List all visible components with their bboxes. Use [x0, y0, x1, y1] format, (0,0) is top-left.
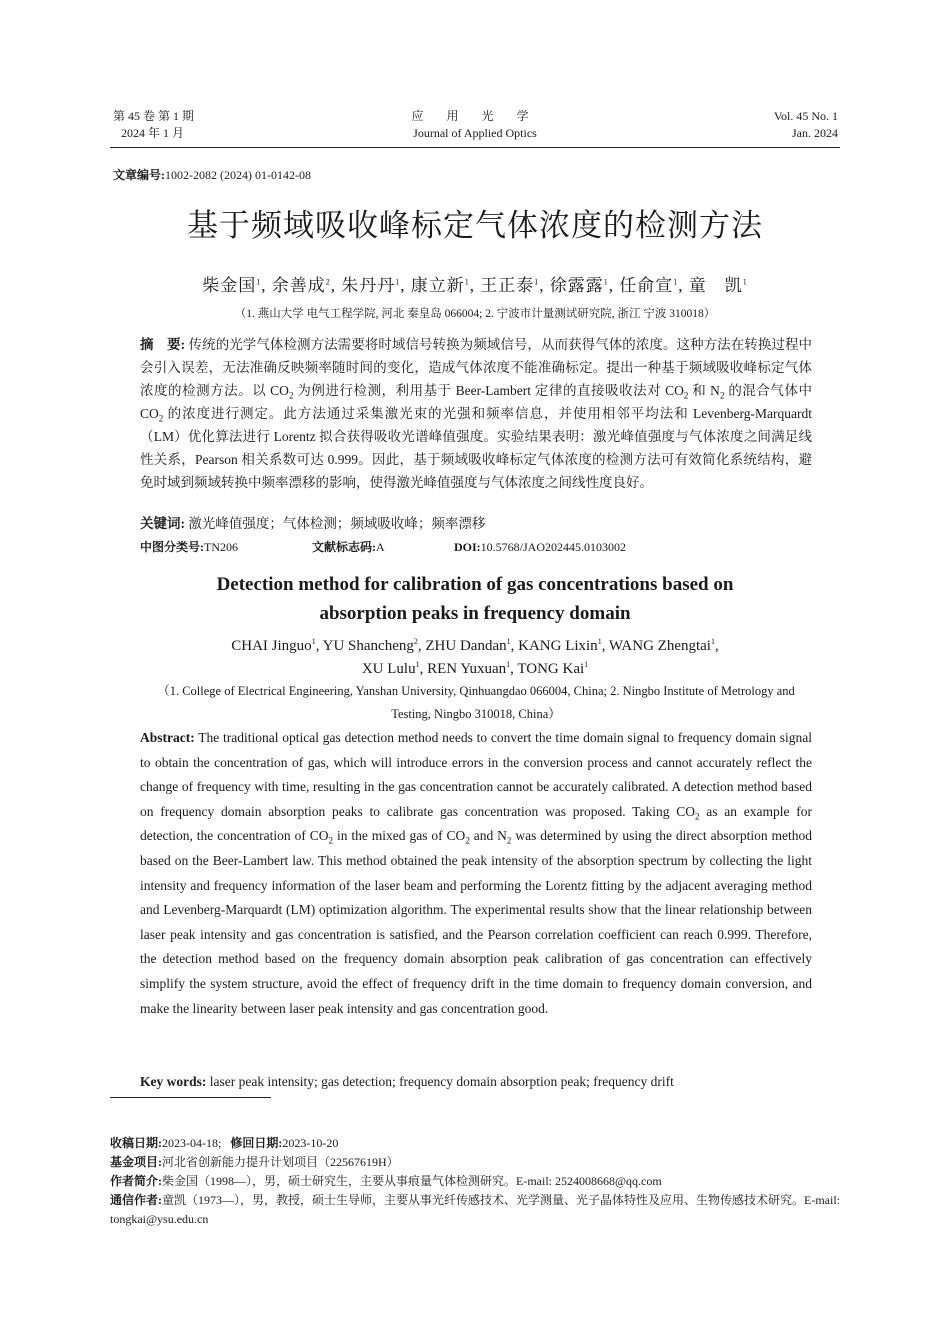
keywords-cn: [140, 512, 812, 532]
author-cn: 任俞宣$^1$: [619, 276, 679, 295]
header-volume-en: [774, 108, 838, 142]
keywords-en: [140, 1074, 812, 1090]
abstract-en-label: Abstract:: [140, 730, 195, 745]
author-en: CHAI Jinguo$^1$: [231, 637, 316, 654]
footnote-rule: [110, 1097, 271, 1098]
author-cn: 朱丹丹$^1$: [341, 276, 401, 295]
author-en: WANG Zhengtai$^1$: [608, 637, 715, 654]
author-cn: 康立新$^1$: [410, 276, 470, 295]
journal-name-cn: 应 用 光 学: [411, 109, 539, 123]
revised-date: 2023-10-20: [282, 1136, 339, 1150]
footnote-fund: 基金项目:河北省创新能力提升计划项目（22567619H）: [110, 1155, 399, 1169]
footnote-corresponding: 通信作者:童凯（1973—），男，教授，硕士生导师，主要从事光纤传感技术、光学测量、光子晶体特性及应用、生物传感技术研究。E-mail: tongkai@ysu.edu.cn: [110, 1193, 840, 1226]
doc-number-value: 1002-2082 (2024) 01-0142-08: [165, 168, 311, 182]
classification-line: 中图分类号:TN206 文献标志码:A DOI:10.5768/JAO202445.0103002: [140, 540, 627, 554]
author-en: TONG Kai$^1$: [517, 660, 589, 677]
doc-number-label: 文章编号:: [113, 168, 165, 182]
author-en: REN Yuxuan$^1$: [427, 660, 511, 677]
author-en: XU Lulu$^1$: [361, 660, 420, 677]
header-rule: [110, 147, 840, 148]
author-en: YU Shancheng$^2$: [322, 637, 418, 654]
keywords-cn-value: 激光峰值强度；气体检测；频域吸收峰；频率漂移: [185, 516, 486, 531]
abstract-cn-label: 摘 要:: [140, 337, 186, 352]
affiliation-en: （1. College of Electrical Engineering, Yanshan University, Qinhuangdao 066004, China; 2. Ningbo Institute of Metrology and Testing, Ningbo 310018, China）: [157, 684, 795, 721]
author-cn: 余善成$^2$: [271, 276, 331, 295]
keywords-cn-label: 关键词:: [140, 516, 185, 531]
clc-value: TN206: [204, 540, 238, 554]
author-en: KANG Lixin$^1$: [518, 637, 602, 654]
abstract-cn: 摘 要: 传统的光学气体检测方法需要将时域信号转换为频域信号，从而获得气体的浓度。这种方法在转换过程中会引入误差，无法准确反映频率随时间的变化，造成气体浓度不能准确标定。提出一种基于频域吸收峰标定气体浓度的检测方法。以 $CO_2$ 为例进行检测，利用基于 Beer-Lambert 定律的直接吸收法对 $CO_2$ 和 $N_2$ 的混合气体中 $CO_2$ 的浓度进行测定。此方法通过采集激光束的光强和频率信息，并使用相邻平均法和 Levenberg-Marquardt（LM）优化算法进行 Lorentz 拟合获得吸收光谱峰值强度。实验结果表明：激光峰值强度与气体浓度之间满足线性关系，Pearson 相关系数可达 0.999。因此，基于频域吸收峰标定气体浓度的检测方法可有效简化系统结构，避免时域到频域转换中频率漂移的影响，使得激光峰值强度与气体浓度之间线性度良好。: [140, 337, 812, 490]
author-cn: 柴金国$^1$: [202, 276, 262, 295]
date-en: Jan. 2024: [792, 126, 838, 140]
title-en: Detection method for calibration of gas concentrations based on absorption peaks in frequency domain: [216, 574, 734, 624]
author-cn: 童 凯$^1$: [688, 276, 748, 295]
authors-cn: 柴金国$^1$, 余善成$^2$, 朱丹丹$^1$, 康立新$^1$, 王正泰$^1$, 徐露露$^1$, 任俞宣$^1$, 童 凯$^1$: [202, 276, 748, 295]
volume-cn: 第 45 卷 第 1 期: [113, 109, 195, 123]
date-cn: 2024 年 1 月: [121, 126, 185, 140]
author-cn: 王正泰$^1$: [480, 276, 540, 295]
keywords-en-label: Key words:: [140, 1074, 207, 1089]
authors-en: CHAI Jinguo$^1$, YU Shancheng$^2$, ZHU Dandan$^1$, KANG Lixin$^1$, WANG Zhengtai$^1$, XU Lulu$^1$, REN Yuxuan$^1$, TONG Kai$^1$: [231, 637, 719, 677]
affiliation-cn: （1. 燕山大学 电气工程学院, 河北 秦皇岛 066004; 2. 宁波市计量测试研究院, 浙江 宁波 310018）: [234, 308, 716, 320]
title-cn: 基于频域吸收峰标定气体浓度的检测方法: [187, 208, 763, 243]
doi-value: 10.5768/JAO202445.0103002: [480, 540, 627, 554]
author-en: ZHU Dandan$^1$: [425, 637, 511, 654]
footnote-dates: 收稿日期:2023-04-18; 修回日期:2023-10-20: [110, 1136, 339, 1150]
received-date: 2023-04-18;: [162, 1136, 222, 1150]
journal-name-en: Journal of Applied Optics: [413, 126, 537, 140]
author-cn: 徐露露$^1$: [549, 276, 609, 295]
volume-en: Vol. 45 No. 1: [773, 109, 838, 123]
doc-code-value: A: [376, 540, 385, 554]
footnote-author: 作者简介:柴金国（1998—），男，硕士研究生，主要从事痕量气体检测研究。E-mail: 2524008668@qq.com: [110, 1174, 662, 1188]
document-number: [113, 166, 311, 183]
abstract-en: Abstract: The traditional optical gas detection method needs to convert the time domain signal to frequency domain signal to obtain the concentration of gas, which will introduce errors in the conversion process and cannot accurately reflect the change of frequency with time, resulting in the gas concentration cannot be accurately calibrated. A detection method based on frequency domain absorption peaks to calibrate gas concentration was proposed. Taking $CO_2$ as an example for detection, the concentration of $CO_2$ in the mixed gas of $CO_2$ and $N_2$ was determined by using the direct absorption method based on the Beer-Lambert law. This method obtained the peak intensity of the absorption spectrum by collecting the light intensity and frequency information of the laser beam and performing the Lorentz fitting by the adjacent averaging method and Levenberg-Marquardt (LM) optimization algorithm. The experimental results show that the linear relationship between laser peak intensity and gas concentration is satisfied, and the Pearson correlation coefficient can reach 0.999. Therefore, the detection method based on the frequency domain absorption peak calibration of gas concentration can effectively simplify the system structure, avoid the effect of frequency drift in the time domain to frequency domain conversion, and make the linearity between laser peak intensity and gas concentration good.: [140, 730, 812, 1016]
keywords-en-value: laser peak intensity; gas detection; frequency domain absorption peak; frequency drift: [206, 1074, 674, 1089]
